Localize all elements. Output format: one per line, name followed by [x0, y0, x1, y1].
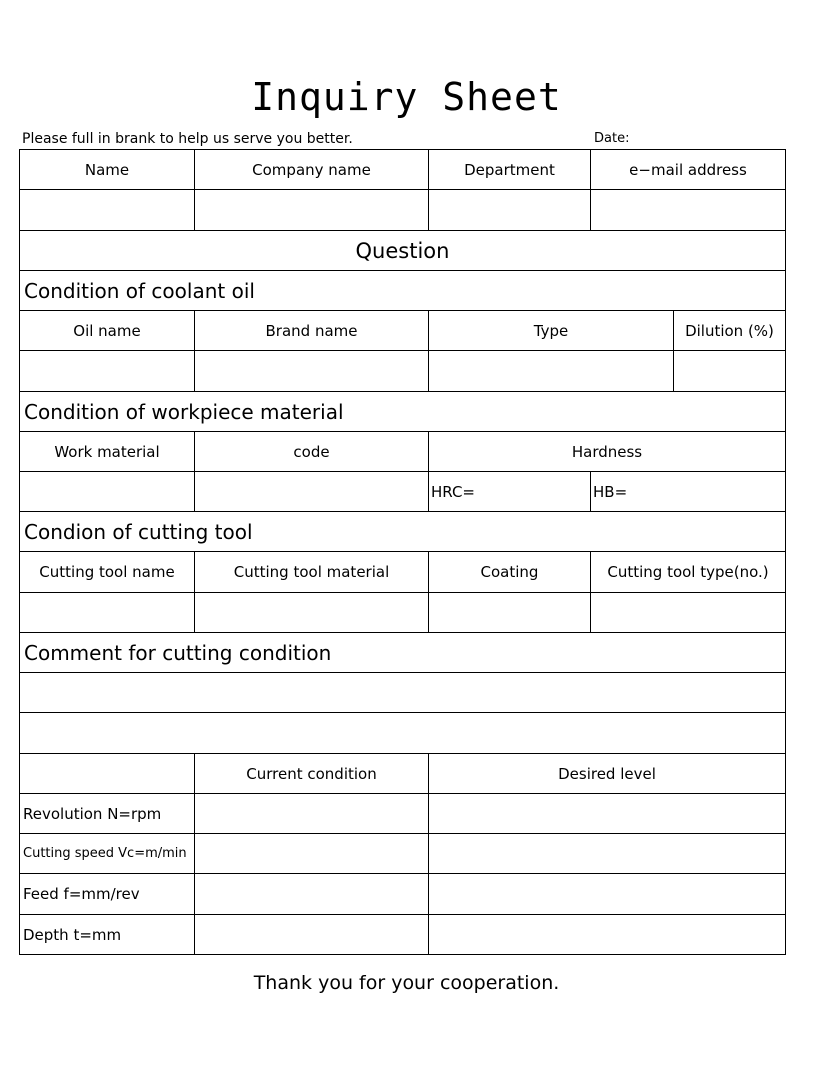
work-material-field[interactable] [20, 472, 195, 512]
tool-material-field[interactable] [195, 593, 429, 633]
revolution-current-field[interactable] [195, 794, 429, 834]
depth-desired-field[interactable] [429, 915, 786, 955]
hardness-header: Hardness [429, 432, 786, 472]
depth-current-field[interactable] [195, 915, 429, 955]
email-header: e−mail address [591, 150, 786, 190]
feed-label: Feed f=mm/rev [20, 874, 195, 915]
question-heading: Question [20, 231, 786, 271]
coating-header: Coating [429, 552, 591, 593]
work-material-header: Work material [20, 432, 195, 472]
page-title: Inquiry Sheet [251, 75, 562, 119]
department-field[interactable] [429, 190, 591, 231]
hrc-field[interactable]: HRC= [429, 472, 591, 512]
brand-name-header: Brand name [195, 311, 429, 351]
type-header: Type [429, 311, 674, 351]
revolution-desired-field[interactable] [429, 794, 786, 834]
feed-current-field[interactable] [195, 874, 429, 915]
tool-type-header: Cutting tool type(no.) [591, 552, 786, 593]
dilution-header: Dilution (%) [674, 311, 786, 351]
desired-level-header: Desired level [429, 754, 786, 794]
tool-name-header: Cutting tool name [20, 552, 195, 593]
date-label: Date: [594, 131, 630, 146]
dilution-field[interactable] [674, 351, 786, 392]
coolant-section-title: Condition of coolant oil [20, 271, 786, 311]
workpiece-section-title: Condition of workpiece material [20, 392, 786, 432]
code-header: code [195, 432, 429, 472]
company-name-field[interactable] [195, 190, 429, 231]
cutting-speed-label: Cutting speed Vc=m/min [20, 834, 195, 874]
tool-material-header: Cutting tool material [195, 552, 429, 593]
tool-name-field[interactable] [20, 593, 195, 633]
tool-type-field[interactable] [591, 593, 786, 633]
instructions-text: Please full in brank to help us serve you better. [22, 131, 353, 147]
name-field[interactable] [20, 190, 195, 231]
thank-you-text: Thank you for your cooperation. [253, 972, 560, 994]
company-name-header: Company name [195, 150, 429, 190]
cutting-speed-desired-field[interactable] [429, 834, 786, 874]
coating-field[interactable] [429, 593, 591, 633]
comment-section-title: Comment for cutting condition [20, 633, 786, 673]
tool-section-title: Condion of cutting tool [20, 512, 786, 552]
cutting-speed-current-field[interactable] [195, 834, 429, 874]
code-field[interactable] [195, 472, 429, 512]
revolution-label: Revolution N=rpm [20, 794, 195, 834]
type-field[interactable] [429, 351, 674, 392]
comment-line-1[interactable] [20, 673, 786, 713]
hb-field[interactable]: HB= [591, 472, 786, 512]
department-header: Department [429, 150, 591, 190]
oil-name-header: Oil name [20, 311, 195, 351]
current-condition-header: Current condition [195, 754, 429, 794]
brand-name-field[interactable] [195, 351, 429, 392]
inquiry-form-grid [19, 149, 786, 955]
depth-label: Depth t=mm [20, 915, 195, 955]
oil-name-field[interactable] [20, 351, 195, 392]
feed-desired-field[interactable] [429, 874, 786, 915]
comment-line-2[interactable] [20, 713, 786, 754]
name-header: Name [20, 150, 195, 190]
email-field[interactable] [591, 190, 786, 231]
conditions-corner-cell [20, 754, 195, 794]
